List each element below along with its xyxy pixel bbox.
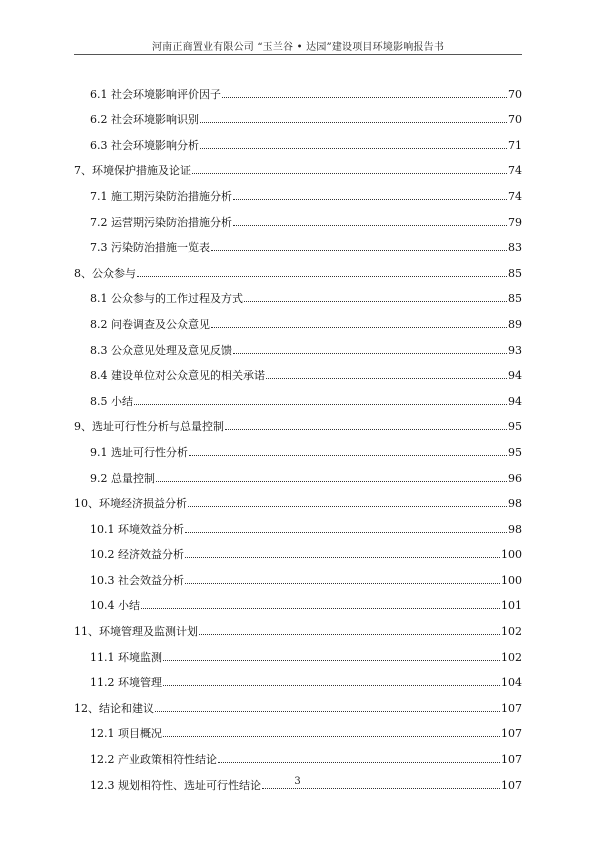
toc-entry-page: 100 xyxy=(501,573,522,587)
toc-entry[interactable] xyxy=(74,206,522,232)
toc-leader-dots xyxy=(134,403,507,405)
toc-entry-title: 10.4 小结 xyxy=(90,599,140,613)
toc-entry[interactable] xyxy=(74,232,522,258)
running-header: 河南正商置业有限公司 “玉兰谷 • 达园”建设项目环境影响报告书 xyxy=(151,42,445,53)
toc-leader-dots xyxy=(185,556,500,558)
toc-entry[interactable] xyxy=(74,743,522,769)
toc-entry-title: 12、结论和建议 xyxy=(74,701,154,715)
toc-leader-dots xyxy=(141,607,500,609)
toc-entry-page: 100 xyxy=(501,548,522,562)
toc-entry[interactable] xyxy=(74,718,522,744)
toc-entry-title: 12.1 项目概况 xyxy=(90,727,162,741)
toc-entry[interactable] xyxy=(74,308,522,334)
toc-entry-title: 6.1 社会环境影响评价因子 xyxy=(90,87,221,101)
toc-leader-dots xyxy=(218,761,500,763)
toc-entry[interactable] xyxy=(74,78,522,104)
toc-entry[interactable] xyxy=(74,411,522,437)
toc-entry-title: 8.3 公众意见处理及意见反馈 xyxy=(90,343,232,357)
toc-entry-page: 79 xyxy=(508,215,522,229)
toc-entry-page: 85 xyxy=(508,292,522,306)
toc-leader-dots xyxy=(233,224,507,226)
header-rule xyxy=(74,54,522,55)
toc-entry[interactable] xyxy=(74,615,522,641)
toc-entry-title: 7、环境保护措施及论证 xyxy=(74,164,191,178)
page-number: 3 xyxy=(294,776,301,787)
toc-entry-title: 10.1 环境效益分析 xyxy=(90,522,184,536)
toc-leader-dots xyxy=(200,147,507,149)
toc-leader-dots xyxy=(156,480,507,482)
toc-entry[interactable] xyxy=(74,180,522,206)
toc-entry[interactable] xyxy=(74,564,522,590)
toc-entry-page: 94 xyxy=(508,394,522,408)
toc-entry[interactable] xyxy=(74,129,522,155)
toc-entry-title: 8、公众参与 xyxy=(74,266,136,280)
toc-entry[interactable] xyxy=(74,436,522,462)
toc-entry-page: 70 xyxy=(508,113,522,127)
toc-leader-dots xyxy=(200,121,507,123)
toc-entry[interactable] xyxy=(74,539,522,565)
toc-leader-dots xyxy=(266,377,507,379)
toc-entry[interactable] xyxy=(74,667,522,693)
toc-entry-title: 7.2 运营期污染防治措施分析 xyxy=(90,215,232,229)
toc-entry-title: 8.5 小结 xyxy=(90,394,133,408)
toc-leader-dots xyxy=(163,735,500,737)
toc-entry-page: 95 xyxy=(508,445,522,459)
toc-entry[interactable] xyxy=(74,334,522,360)
toc-entry-page: 71 xyxy=(508,138,522,152)
toc-leader-dots xyxy=(222,96,507,98)
toc-entry-title: 12.3 规划相符性、选址可行性结论 xyxy=(90,778,261,792)
toc-entry-page: 104 xyxy=(501,676,522,690)
toc-entry-page: 96 xyxy=(508,471,522,485)
toc-leader-dots xyxy=(188,505,507,507)
toc-entry-title: 11.2 环境管理 xyxy=(90,676,162,690)
toc-entry-title: 11.1 环境监测 xyxy=(90,650,162,664)
toc-entry[interactable] xyxy=(74,360,522,386)
toc-entry-page: 95 xyxy=(508,420,522,434)
toc-leader-dots xyxy=(163,684,500,686)
toc-entry-title: 8.2 问卷调查及公众意见 xyxy=(90,317,210,331)
toc-leader-dots xyxy=(211,249,507,251)
toc-leader-dots xyxy=(211,326,507,328)
toc-leader-dots xyxy=(185,582,500,584)
toc-entry[interactable] xyxy=(74,692,522,718)
toc-leader-dots xyxy=(155,710,500,712)
toc-leader-dots xyxy=(225,428,507,430)
toc-entry[interactable] xyxy=(74,590,522,616)
toc-entry[interactable] xyxy=(74,488,522,514)
toc-entry-page: 107 xyxy=(501,727,522,741)
toc-leader-dots xyxy=(163,659,500,661)
toc-entry[interactable] xyxy=(74,155,522,181)
toc-leader-dots xyxy=(233,352,507,354)
toc-entry[interactable] xyxy=(74,385,522,411)
toc-entry[interactable] xyxy=(74,283,522,309)
toc-entry-page: 85 xyxy=(508,266,522,280)
toc-entry-page: 94 xyxy=(508,369,522,383)
toc-leader-dots xyxy=(137,275,507,277)
toc-leader-dots xyxy=(233,198,507,200)
toc-entry-title: 10.2 经济效益分析 xyxy=(90,548,184,562)
toc-entry-title: 8.1 公众参与的工作过程及方式 xyxy=(90,292,243,306)
toc-entry-page: 107 xyxy=(501,753,522,767)
toc-entry-title: 7.3 污染防治措施一览表 xyxy=(90,241,210,255)
toc-entry-title: 9.1 选址可行性分析 xyxy=(90,445,188,459)
toc-leader-dots xyxy=(189,454,507,456)
toc-entry-title: 7.1 施工期污染防治措施分析 xyxy=(90,189,232,203)
toc-leader-dots xyxy=(192,172,507,174)
toc-entry-page: 70 xyxy=(508,87,522,101)
toc-entry[interactable] xyxy=(74,462,522,488)
toc-entry[interactable] xyxy=(74,513,522,539)
toc-leader-dots xyxy=(199,633,500,635)
toc-entry-page: 83 xyxy=(508,241,522,255)
toc-entry-page: 107 xyxy=(501,778,522,792)
toc-entry-title: 10、环境经济损益分析 xyxy=(74,497,187,511)
toc-entry[interactable] xyxy=(74,257,522,283)
table-of-contents xyxy=(74,78,522,795)
toc-entry-page: 98 xyxy=(508,522,522,536)
toc-entry-page: 93 xyxy=(508,343,522,357)
toc-leader-dots xyxy=(185,531,507,533)
toc-entry[interactable] xyxy=(74,104,522,130)
toc-entry-title: 6.3 社会环境影响分析 xyxy=(90,138,199,152)
toc-entry-page: 74 xyxy=(508,189,522,203)
toc-entry[interactable] xyxy=(74,641,522,667)
toc-entry-page: 102 xyxy=(501,625,522,639)
toc-entry-page: 107 xyxy=(501,701,522,715)
toc-entry-page: 102 xyxy=(501,650,522,664)
toc-entry-page: 98 xyxy=(508,497,522,511)
toc-entry-title: 8.4 建设单位对公众意见的相关承诺 xyxy=(90,369,265,383)
toc-entry-page: 74 xyxy=(508,164,522,178)
toc-entry-title: 9、选址可行性分析与总量控制 xyxy=(74,420,224,434)
toc-entry-page: 89 xyxy=(508,317,522,331)
toc-entry-title: 10.3 社会效益分析 xyxy=(90,573,184,587)
toc-entry-page: 101 xyxy=(501,599,522,613)
toc-entry-title: 11、环境管理及监测计划 xyxy=(74,625,198,639)
toc-leader-dots xyxy=(244,300,507,302)
toc-entry-title: 9.2 总量控制 xyxy=(90,471,155,485)
toc-entry-title: 6.2 社会环境影响识别 xyxy=(90,113,199,127)
toc-entry-title: 12.2 产业政策相符性结论 xyxy=(90,753,217,767)
